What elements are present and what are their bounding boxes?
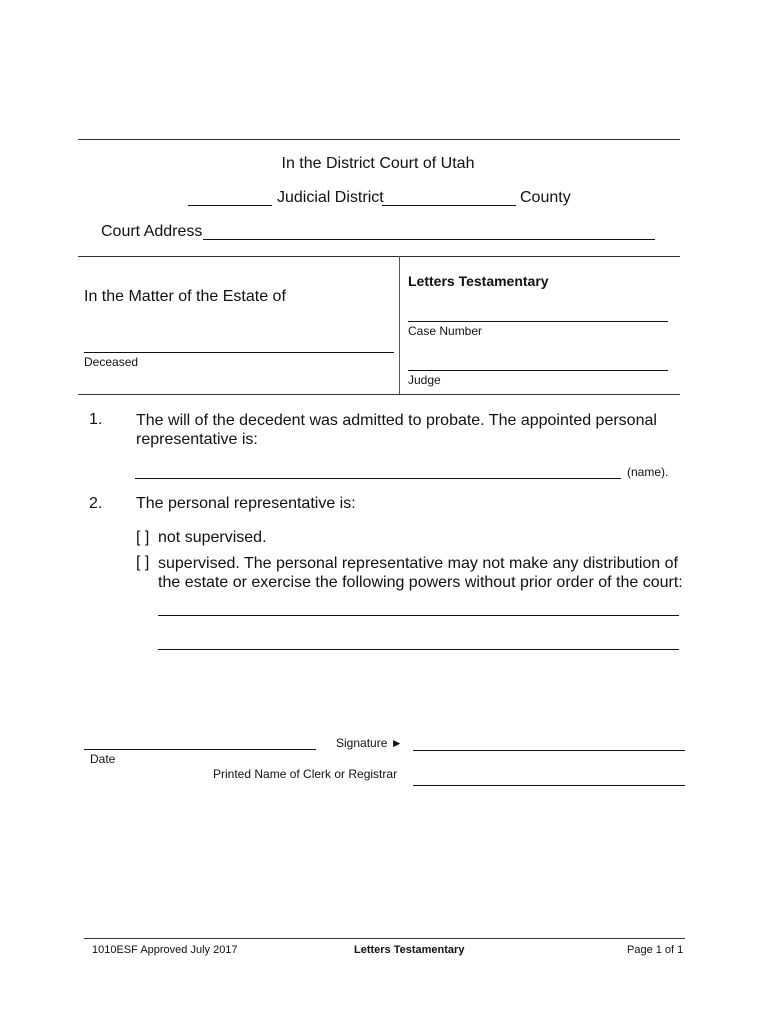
case-number-label: Case Number [408, 324, 483, 338]
judicial-district-label: Judicial District [277, 189, 384, 206]
powers-field-line[interactable] [158, 649, 679, 650]
footer-page-number: Page 1 of 1 [627, 944, 684, 956]
item-number: 2. [89, 495, 103, 512]
caption-divider [399, 256, 400, 394]
county-label: County [520, 189, 571, 206]
caption-top-rule [78, 256, 680, 257]
court-address-label: Court Address [101, 223, 203, 240]
printed-name-field[interactable] [413, 785, 685, 786]
date-label: Date [90, 752, 116, 766]
top-rule [78, 139, 680, 140]
item-text: The personal representative is: [136, 495, 356, 512]
judge-label: Judge [408, 373, 441, 387]
county-field[interactable] [382, 205, 516, 206]
case-number-field[interactable] [408, 321, 668, 322]
court-title: In the District Court of Utah [281, 155, 475, 172]
footer-title: Letters Testamentary [354, 944, 465, 956]
name-suffix: (name). [627, 465, 669, 479]
judge-field[interactable] [408, 370, 668, 371]
powers-field-line[interactable] [158, 615, 679, 616]
date-field[interactable] [84, 749, 316, 750]
option-text: not supervised. [158, 529, 267, 546]
printed-name-label: Printed Name of Clerk or Registrar [213, 767, 398, 781]
signature-label: Signature ► [336, 736, 403, 750]
form-title: Letters Testamentary [408, 273, 549, 289]
court-address-field[interactable] [203, 239, 655, 240]
option-text: supervised. The personal representative may not make any distribution of the estate or exercise the following powers without prior order of the court: [158, 555, 683, 591]
item-number: 1. [89, 411, 103, 428]
footer-form-id: 1010ESF Approved July 2017 [92, 944, 238, 956]
not-supervised-checkbox[interactable]: [ ] [136, 529, 150, 546]
decedent-name-field[interactable] [84, 352, 394, 353]
judicial-district-field[interactable] [188, 205, 272, 206]
footer-rule [84, 938, 685, 939]
estate-matter-label: In the Matter of the Estate of [84, 288, 286, 305]
supervised-checkbox[interactable]: [ ] [136, 554, 150, 571]
caption-bottom-rule [78, 394, 680, 395]
item-text: The will of the decedent was admitted to probate. The appointed personal representative is: [136, 412, 657, 448]
signature-field[interactable] [413, 750, 685, 751]
personal-representative-name-field[interactable] [135, 478, 621, 479]
deceased-label: Deceased [84, 355, 139, 369]
